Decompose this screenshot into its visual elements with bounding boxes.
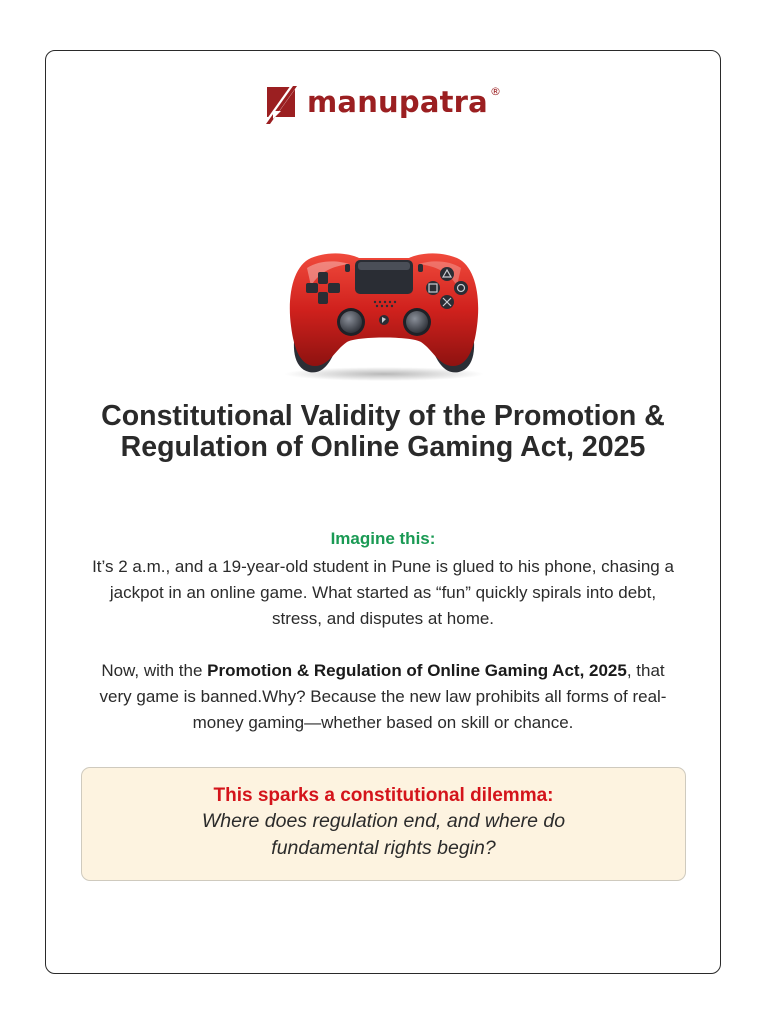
callout-heading: This sparks a constitutional dilemma:: [213, 785, 554, 806]
act-paragraph-suffix: , that very game is banned.Why? Because the new law prohibits all forms of real-money gaming—whether based on skill or chance.: [99, 661, 667, 732]
brand-logo: [46, 81, 720, 125]
callout-body: Where does regulation end, and where do fundamental rights begin?: [201, 810, 566, 859]
intro-heading: Imagine this:: [330, 529, 436, 548]
dilemma-callout: [81, 767, 686, 881]
act-paragraph-prefix: Now, with the: [101, 661, 208, 680]
game-controller-icon: [271, 246, 497, 384]
intro-paragraph: It’s 2 a.m., and a 19-year-old student in Pune is glued to his phone, chasing a jackpot in an online game. What started as “fun” quickly spirals into debt, stress, and disputes at home.: [92, 557, 674, 628]
act-name-bold: Promotion & Regulation of Online Gaming Act, 2025: [207, 661, 627, 680]
registered-mark: ®: [489, 84, 501, 98]
brand-name: manupatra: [307, 85, 488, 119]
page-title: Constitutional Validity of the Promotion & Regulation of Online Gaming Act, 2025: [101, 400, 665, 463]
act-paragraph: [86, 658, 680, 736]
content-card: [45, 50, 721, 974]
manupatra-logo-icon: [261, 81, 301, 125]
